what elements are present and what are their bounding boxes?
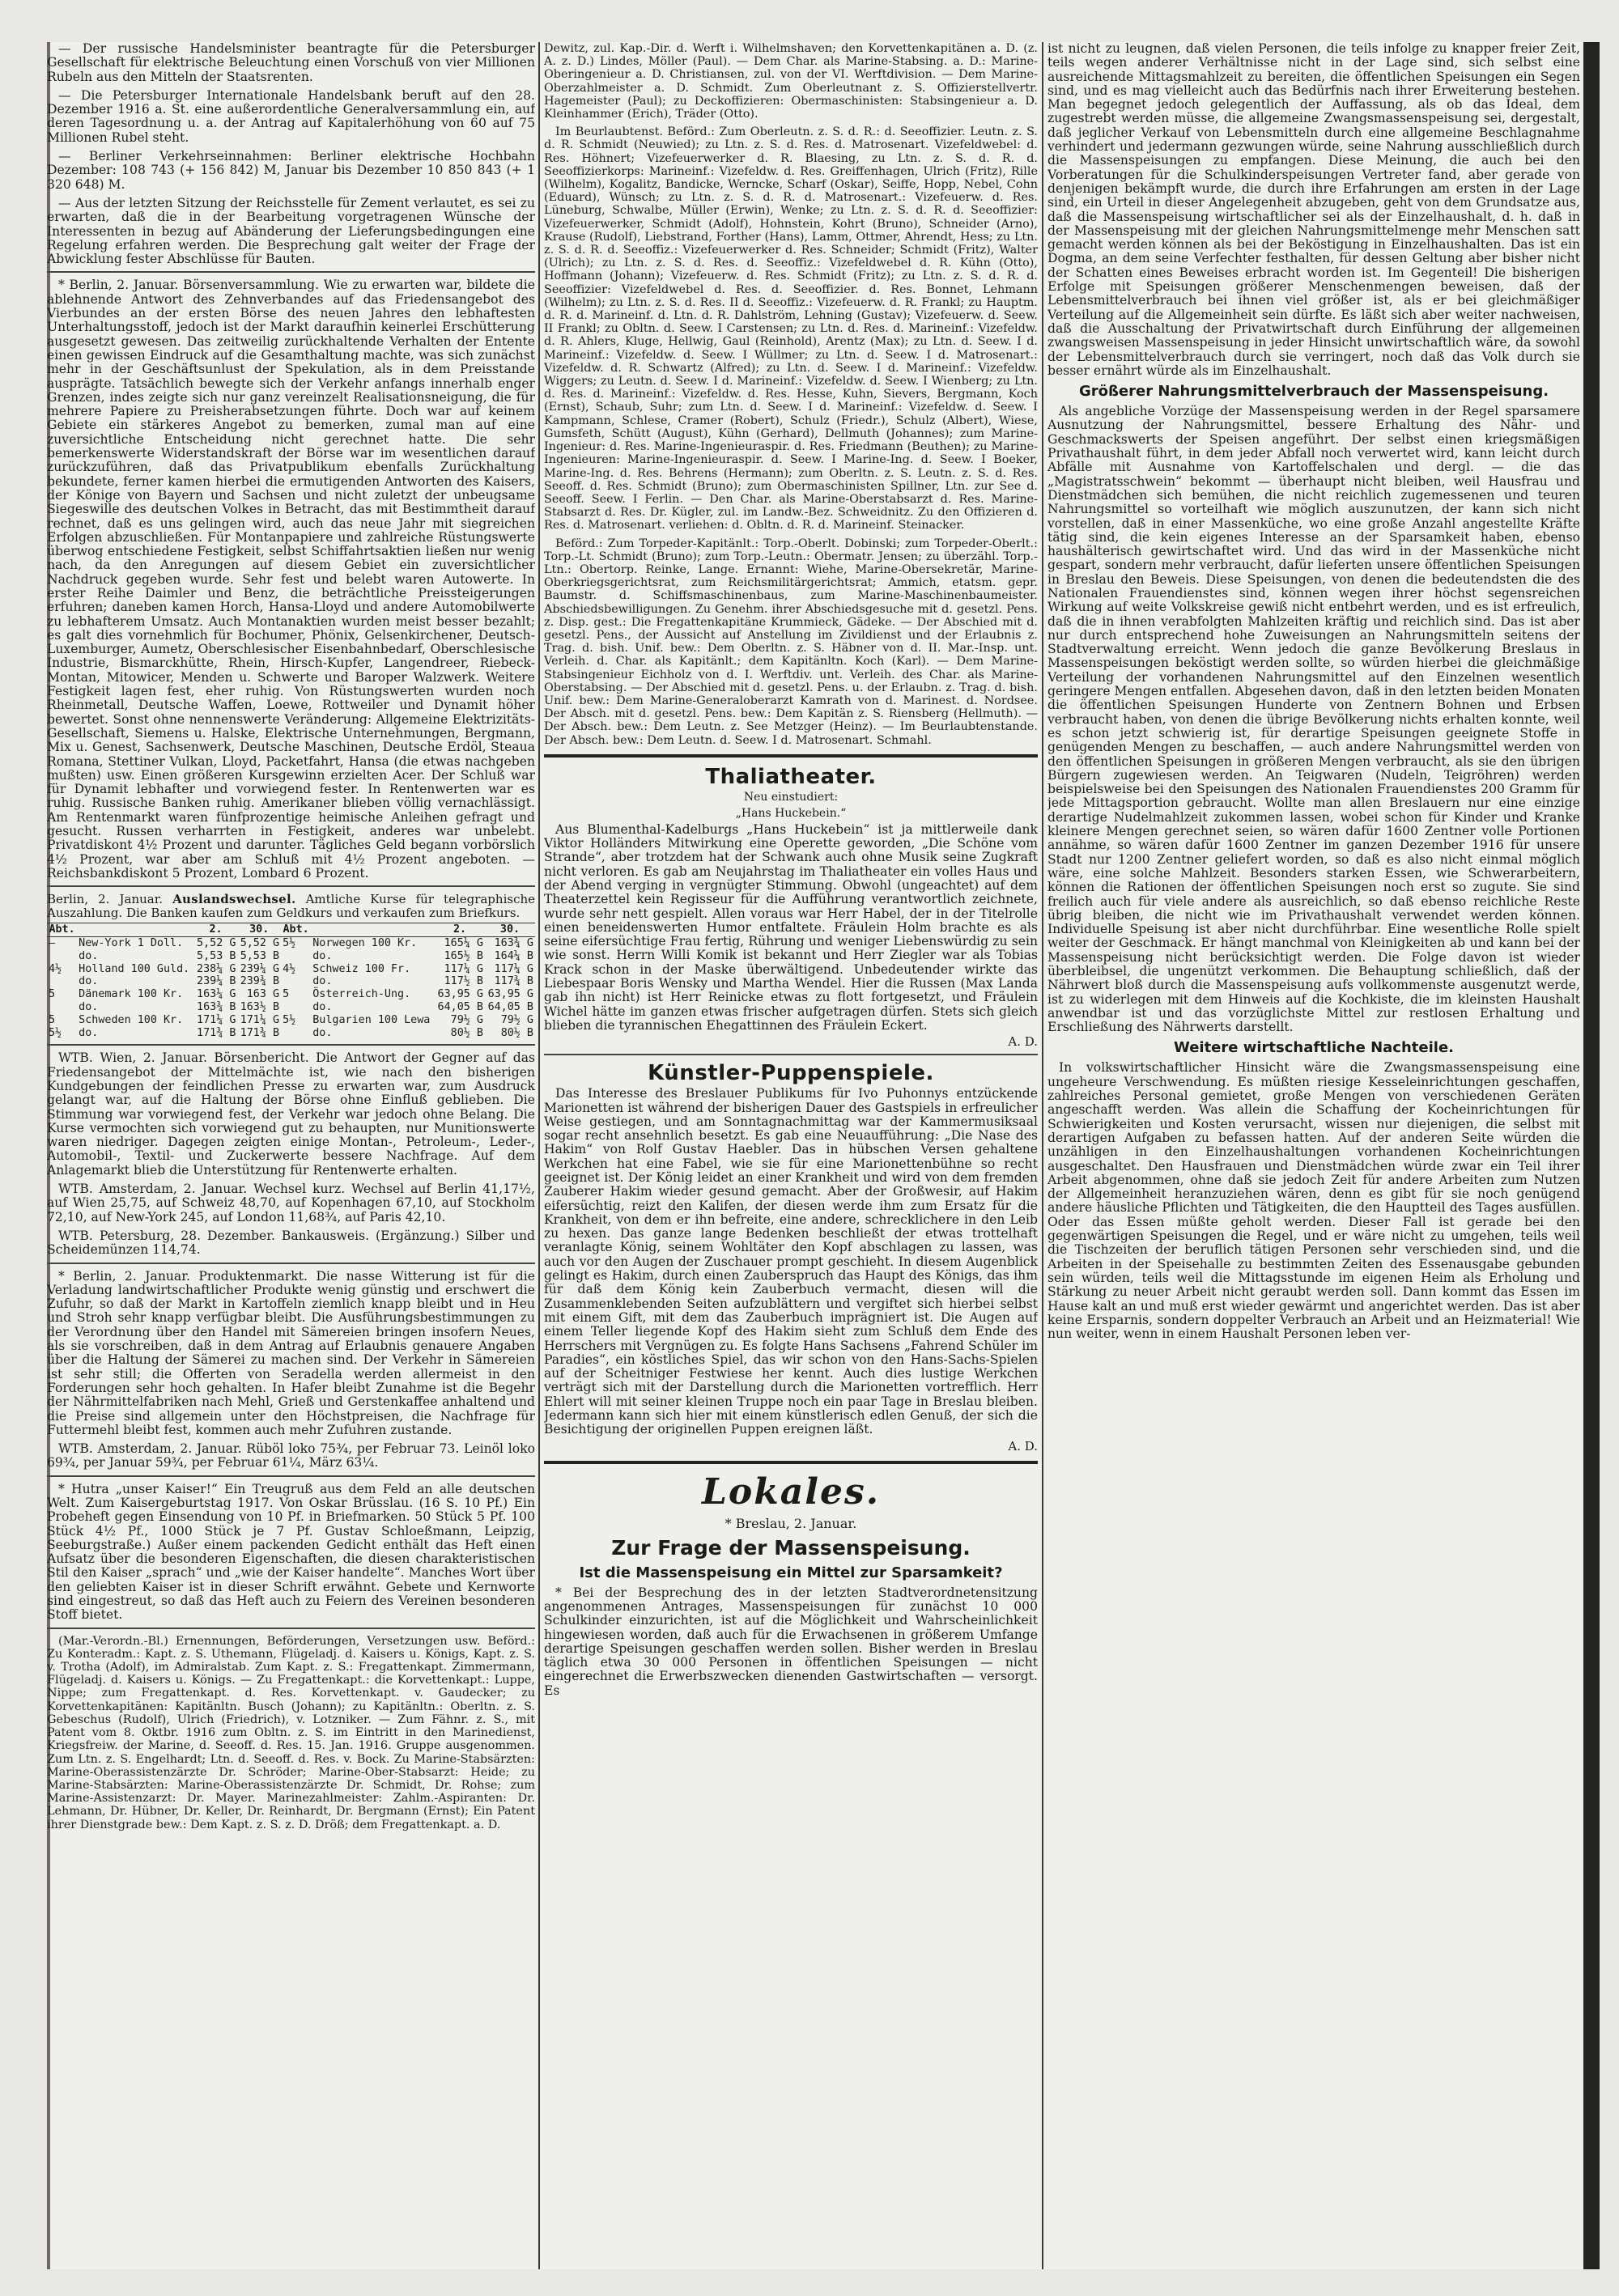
column-rule	[538, 42, 540, 2269]
puppet-heading: Künstler-Puppenspiele.	[648, 1061, 934, 1086]
report-amsterdam-wechsel: WTB. Amsterdam, 2. Januar. Wechsel kurz. Wechsel auf Berlin 41,17½, auf Wien 25,75, auf Schweiz 48,70, auf Kopenhagen 67,10, auf Stockholm 72,10, auf New-York 245, auf London 11,68¾, auf Paris 42,10.	[47, 1182, 535, 1224]
fx-cell: 171¾ B	[197, 1026, 236, 1039]
dateline: * Breslau, 2. Januar.	[725, 1515, 857, 1531]
separator	[47, 885, 535, 887]
article-headline: Zur Frage der Massenspeisung.	[611, 1535, 971, 1560]
fx-cell: 171¼ G	[240, 1013, 280, 1026]
report-petersburg: WTB. Petersburg, 28. Dezember. Bankausweis. (Ergänzung.) Silber und Scheidemünzen 114,74.	[47, 1228, 535, 1258]
fx-table-row	[47, 1027, 535, 1040]
separator	[47, 1263, 535, 1264]
fx-cell: do.	[79, 1001, 99, 1013]
fx-cell: do.	[79, 975, 99, 988]
fx-cell	[281, 950, 311, 963]
newspaper-page	[47, 42, 1600, 2269]
fx-cell: do.	[79, 949, 99, 962]
fx-cell: 5	[49, 1013, 56, 1026]
fx-head-cell: 30.	[237, 923, 281, 937]
fx-cell	[47, 975, 77, 988]
marine-verordnung: (Mar.-Verordn.-Bl.) Ernennungen, Beförderungen, Versetzungen usw. Beförd.: Zu Konteradm.: Kapt. z. S. Uthemann, Flügeladj. d. Kaisers u. Königs, Kapt. z. S. v. Trotha (Adolf), im Admiralstab. Zum Kapt. z. S.: Fregattenkapt. Zimmermann, Flügeladj. d. Kaisers u. Königs. — Zu Fregattenkapt.: die Korvettenkapt.: Luppe, Nippe; zum Fregattenkapt. d. Res. Korvettenkapt. v. Gaudecker; zu Korvettenkapitänen: Kapitänltn. Busch (Johann); zu Kapitänltn.: Oberltn. z. S. Gebeschus (Rudolf), Ulrich (Friedrich), v. Lotzniker. — Zum Fähnr. z. S., mit Patent vom 8. Oktbr. 1916 zum Obltn. z. S. im Eintritt in den Marinedienst, Kriegsfreiw. der Marine, d. Seeoff. d. Res. 15. Jan. 1916. Gruppe ausgenommen. Zum Ltn. z. S. Engelhardt; Ltn. d. Seeoff. d. Res. v. Bock. Zu Marine-Stabsärzten: Marine-Oberassistenzärzte Dr. Schröder; Marine-Ober-Stabsarzt: Heide; zu Marine-Stabsärzten: Marine-Oberassistenzärzte Dr. Schmidt, Dr. Rohse; zum Marine-Assistenzarzt: Dr. Mayer. Marinezahlmeister: Zahlm.-Aspiranten: Dr. Lehmann, Dr. Hübner, Dr. Keller, Dr. Reinhardt, Dr. Bergmann (Ernst); Ein Patent ihrer Dienstgrade bew.: Dem Kapt. z. S. z. D. Dröß; dem Fregattenkapt. a. D.	[47, 1634, 535, 1831]
section-heading-lokales: Lokales.	[701, 1471, 881, 1513]
article-body-start: * Bei der Besprechung des in der letzten Stadtverordnetensitzung angenommenen Antrages, Massenspeisungen für zunächst 10 000 Schulkinder einzurichten, ist auf die Möglichkeit und Wahrscheinlichkeit hingewiesen worden, daß auch für die Erwachsenen in größerem Umfange derartige Speisungen geschaffen werden sollen. Bisher werden in Breslau täglich etwa 30 000 Personen in öffentlichen Speisungen — nicht eingerechnet die Erwerbszwecken dienenden Gastwirtschaften — versorgt. Es	[544, 1585, 1038, 1698]
fx-cell: 165½ B	[444, 949, 483, 962]
fx-cell	[47, 1001, 77, 1014]
report-amsterdam-oel: WTB. Amsterdam, 2. Januar. Rüböl loko 75¾, per Februar 73. Leinöl loko 69¾, per Januar 59¾, per Februar 61¼, März 63¼.	[47, 1441, 535, 1471]
column-3	[1047, 42, 1580, 2269]
fx-cell: 64,05 B	[487, 1001, 533, 1013]
fx-cell: 239¼ G	[240, 962, 280, 975]
fx-table-header	[47, 923, 535, 937]
fx-cell: 5,52 G	[197, 937, 236, 950]
fx-cell: 117¼ G	[444, 962, 483, 975]
fx-cell: 79½ G	[500, 1013, 533, 1026]
separator	[47, 1628, 535, 1629]
fx-cell: 64,05 B	[437, 1001, 483, 1013]
fx-cell: 117¼ G	[494, 962, 533, 975]
fx-cell: 117¾ B	[494, 975, 533, 988]
report-boersenversammlung: * Berlin, 2. Januar. Börsenversammlung. Wie zu erwarten war, bildete die ablehnende Antwort des Zehnverbandes auf das Friedensangebot des Vierbundes an der ersten Börse des neuen Jahres den lebhaftesten Unterhaltungsstoff, jedoch ist der Markt daraufhin keinerlei Erschütterung ausgesetzt gewesen. Das zeitweilig zurückhaltende Verhalten der Entente einen gewissen Eindruck auf die Gesamthaltung machte, was sich zunächst mehr in der Geschäftsunlust der Spekulation, als in dem Preisstande ausprägte. Tatsächlich bewegte sich der Verkehr anfangs innerhalb enger Grenzen, indes zeigte sich nur ganz vereinzelt Realisationsneigung, die für mehrere Papiere zu Preisherabsetzungen führte. Doch war auf keinem Gebiete ein stärkeres Angebot zu bemerken, zumal man auf eine zuversichtliche Entscheidung nicht gerechnet hatte. Die sehr bemerkenswerte Widerstandskraft der Börse war im wesentlichen darauf zurückzuführen, daß das Privatpublikum ebenfalls Zurückhaltung bekundete, ferner kamen hierbei die ermutigenden Antworten des Kaisers, der Könige von Bayern und Sachsen und nicht zuletzt der unbeugsame Siegeswille des deutschen Volkes in Betracht, das mit Bestimmtheit darauf rechnet, daß es uns gelingen wird, auch das neue Jahr mit siegreichen Erfolgen abzuschließen. Für Montanpapiere und zahlreiche Rüstungswerte überwog entschiedene Festigkeit, selbst Schiffahrtsaktien ließen nur wenig nach, da den Anregungen auf diesem Gebiet ein zuversichtlicher Nachdruck gegeben wurde. Sehr fest und belebt waren Autowerte. In erster Reihe Daimler und Benz, die beträchtliche Preissteigerungen erfuhren; daneben kamen Horch, Hansa-Lloyd und andere Automobilwerte zu lebhafterem Umsatz. Auch Montanaktien wurden meist besser bezahlt; es galt dies vornehmlich für Bochumer, Phönix, Gelsenkirchener, Deutsch-Luxemburger, Aumetz, Oberschlesischer Eisenbahnbedarf, Oberschlesische Industrie, Bismarckhütte, Rhein, Hirsch-Kupfer, Langendreer, Riebeck-Montan, Mitowicer, Menden u. Schwerte und Baroper Walzwerk. Weitere Festigkeit lagen fest, eher ruhig. Von Rüstungswerten wurden noch Rheinmetall, Deutsche Waffen, Loewe, Rottweiler und Dynamit höher bewertet. Sonst ohne nennenswerte Veränderung: Allgemeine Elektrizitäts-Gesellschaft, Siemens u. Halske, Elektrische Unternehmungen, Bergmann, Mix u. Genest, Sachsenwerk, Deutsche Maschinen, Deutsche Erdöl, Steaua Romana, Stettiner Vulkan, Lloyd, Packetfahrt, Hansa (die etwas nachgeben mußten) usw. Einen größeren Kursgewinn erzielten Acer. Der Schluß war für Dynamit lebhafter und vorwiegend fester. In Rentenwerten war es ruhig. Russische Banken ruhig. Amerikaner blieben völlig vernachlässigt. Am Rentenmarkt waren fünfprozentige heimische Anleihen gefragt und gesucht. Russen verharrten in Festigkeit, anderes war unbelebt. Privatdiskont 4½ Prozent und darunter. Tägliches Geld begann vorbörslich 4½ Prozent, war aber am Schluß mit 4½ Prozent angeboten. — Reichsbankdiskont 5 Prozent, Lombard 6 Prozent.	[47, 278, 535, 881]
fx-cell: 165¼ G	[444, 937, 483, 950]
fx-cell: Österreich-Ung.	[312, 988, 411, 1001]
fx-cell	[47, 950, 77, 963]
report-produktenmarkt: * Berlin, 2. Januar. Produktenmarkt. Die nasse Witterung ist für die Verladung landwirtschaftlicher Produkte wenig günstig und erschwert die Zufuhr, so daß der Markt in Kartoffeln ziemlich knapp bleibt und in Heu und Stroh sehr knapp verfügbar bleibt. Die Ausführungsbestimmungen zu der Verordnung über den Handel mit Sämereien bringen insofern Neues, als sie vorschreiben, daß in dem Antrag auf Erlaubnis genauere Angaben über die Haltung der Sämerei zu machen sind. Der Verkehr in Sämereien ist sehr still; die Offerten von Seradella werden allermeist in den Forderungen sehr hoch gehalten. In Hafer bleibt Zunahme ist die Begehr der Nährmittelfabriken nach Mehl, Grieß und Gerstenkaffee anhaltend und die Preise sind allgemein unter den Höchstpreisen, die Nachfrage für Futtermehl bleibt fest, kommen auch mehr Zufuhren zustande.	[47, 1268, 535, 1437]
fx-cell: 163¾ G	[494, 937, 533, 950]
fx-head-cell: Abt.	[281, 923, 311, 937]
fx-head-cell	[311, 923, 435, 937]
fx-cell: 63,95 G	[487, 988, 533, 1001]
fx-cell: 5,53 B	[197, 949, 236, 962]
theater-review: Aus Blumenthal-Kadelburgs „Hans Huckebein“ ist ja mittlerweile dank Viktor Holländers Mitwirkung eine Operette geworden, „Die Schöne vom Strande“, aber trotzdem hat der Schwank auch ohne Musik seine Zugkraft nicht verloren. Es gab am Neujahrstag im Thaliatheater ein volles Haus und der Abend verging in vergnügter Stimmung. Obwohl (ungeachtet) auf dem Theaterzettel kein Regisseur für die Aufführung verantwortlich zeichnete, wurde sehr nett gespielt. Allen voraus war Herr Habel, der in der Titelrolle einen beneidenswerten Humor entfaltete. Fräulein Holm brachte es als seine eifersüchtige Frau fertig, Rührung und weniger Liebenswürdig zu sein wie sonst. Herrn Willi Komik ist bekannt und Herr Ziegler war als Tobias Krack schon in der Maske überwältigend. Unbedeutender wirkte das Liebespaar Boris Wensky und Martha Wendel. Hier die Russen (Max Landa gab ihn nicht) ist Herr Reinicke etwas zu flott fortgesetzt, und Fräulein Wichel hätte im ganzen etwas frischer aufgetragen dürfen. Stets sich gleich blieben die tyrannischen Ehegattinnen des Fräulein Eckert.	[544, 821, 1038, 1033]
fx-cell	[281, 975, 311, 988]
fx-cell: 239¼ B	[197, 975, 236, 988]
separator	[47, 271, 535, 273]
article-subheadline: Ist die Massenspeisung ein Mittel zur Sparsamkeit?	[579, 1564, 1003, 1581]
fx-cell: 117½ B	[444, 975, 483, 988]
separator	[47, 1044, 535, 1046]
news-zement: — Aus der letzten Sitzung der Reichsstelle für Zement verlautet, es sei zu erwarten, daß die in der Bearbeitung vorgetragenen Wünsche der Interessenten in bezug auf Abänderung der Lieferungsbedingungen eine Regelung erfahren werden. Die Besprechung galt weiter der Frage der Abwicklung fester Abschlüsse für Bauten.	[47, 195, 535, 267]
fx-cell: New-York 1 Doll.	[79, 937, 184, 950]
fx-cell: 5	[49, 988, 56, 1001]
fx-cell	[281, 1027, 311, 1040]
fx-cell: do.	[312, 1001, 333, 1013]
puppet-signature: A. D.	[1008, 1438, 1038, 1454]
fx-cell: 171¼ G	[197, 1013, 236, 1026]
fx-table-row	[47, 950, 535, 963]
fx-cell: 171¾ B	[240, 1026, 280, 1039]
fx-cell: 5½	[49, 1026, 62, 1039]
fx-cell: 5½	[283, 1013, 296, 1026]
fx-cell: 80½ B	[450, 1026, 483, 1039]
fx-table-body	[47, 937, 535, 1040]
fx-head-cell	[77, 923, 194, 937]
news-verkehrseinnahmen: — Berliner Verkehrseinnahmen: Berliner elektrische Hochbahn Dezember: 108 743 (+ 156 842) M, Januar bis Dezember 10 850 843 (+ 1 320 648) M.	[47, 149, 535, 192]
fx-title	[47, 893, 535, 920]
page-right-edge	[1583, 42, 1600, 2269]
fx-cell: do.	[312, 975, 333, 988]
fx-cell: 5,52 G	[240, 937, 280, 950]
column-2	[544, 42, 1038, 2269]
fx-cell: 238¼ G	[197, 962, 236, 975]
fx-cell: 5,53 B	[240, 949, 280, 962]
fx-cell: 4½	[49, 962, 62, 975]
fx-cell: Holland 100 Guld.	[79, 962, 190, 975]
fx-head-cell: 2.	[435, 923, 485, 937]
theater-play-title: „Hans Huckebein.“	[735, 806, 847, 820]
fx-title-place: Berlin, 2. Januar.	[47, 892, 164, 907]
fx-cell: 163 G	[246, 988, 280, 1001]
column-rule	[1042, 42, 1043, 2269]
fx-cell: 79½ G	[450, 1013, 483, 1026]
theater-heading: Thaliatheater.	[705, 764, 877, 789]
fx-cell: Schweden 100 Kr.	[79, 1013, 184, 1026]
article-body-verbrauch: Als angebliche Vorzüge der Massenspeisung werden in der Regel sparsamere Ausnutzung der Nahrungsmittel, bessere Erhaltung des Nähr- und Geschmackswerts der Speisen angeführt. Der selbst einen kriegsmäßigen Privathaushalt führt, in dem jeder Abfall noch verwertet wird, kann leicht durch Abfälle mit Ausnahme von Kartoffelschalen und dergl. — die das „Magistratsschwein“ bekommt — überhaupt nicht bleiben, weil Hausfrau und Dienstmädchen sich bemühen, die nicht reichlich zugemessenen und teuren Nahrungsmittel so vorteilhaft wie möglich auszunutzen, der kann sich nicht vorstellen, daß in einer Massenküche, wo eine große Anzahl angestellte Kräfte tätig sind, die kein eigenes Interesse an der Sparsamkeit haben, ebenso haushälterisch gewirtschaftet wird. Und das wird in der Massenküche nicht gespart, sondern mehr verbraucht, dafür lieferten unsere öffentlichen Speisungen in Breslau den Beweis. Diese Speisungen, von denen die bedeutendsten die des Nationalen Frauendienstes sind, können wegen ihrer höchst segensreichen Wirkung auf weite Volkskreise gewiß nicht entbehrt werden, und es ist erfreulich, daß die in ihnen verabfolgten Mahlzeiten kräftig und reichlich sind. Das ist aber nur durch entsprechend hohe Zuweisungen an Nahrungsmitteln seitens der Stadtverwaltung erreicht. Wenn jedoch die ganze Bevölkerung Breslaus in Massenspeisungen beköstigt werden sollte, so würden hierbei die gleichmäßige Verteilung der vorhandenen Nahrungsmittel auf den Einzelnen wesentlich geringere Mengen entfallen. Abgesehen davon, daß in den letzten beiden Monaten die öffentlichen Speisungen Hunderte von Zentnern Bohnen und Erbsen verbraucht haben, von denen die übrige Bevölkerung nichts erhalten konnte, weil es schon jetzt schwierig ist, für derartige Speisungen geeignete Stoffe in genügenden Mengen zu beschaffen, — auch andere Nahrungsmittel werden von den öffentlichen Speisungen in größeren Mengen verbraucht, als sie den übrigen Bürgern zugewiesen werden. An Teigwaren (Nudeln, Teigröhren) werden beispielsweise bei den Speisungen des Nationalen Frauendienstes 200 Gramm für jede Mittagsportion gebraucht. Wollte man allen Breslauern nur eine einzige derartige Nudelmahlzeit zukommen lassen, wobei schon für Kinder und Kranke kleinere Mengen gerechnet seien, so wären dafür 1600 Zentner volle Portionen annähme, so wären dafür 1600 Zentner im ganzen Dezember 1916 für unsere Stadt nur 1200 Zentner geliefert worden, so daß es also nicht einmal möglich wäre, eine solche Mahlzeit. Besonders starken Essen, wie Schwerarbeitern, können die Rationen der öffentlichen Speisungen noch erst so zugute. Sie sind freilich auch für viele andere als ausreichlich, so daß ebenso reichliche Reste übrig bleiben, die nicht wie im Privathaushalt verwendet werden können. Individuelle Speisung ist aber nicht durchführbar. Eine wesentliche Rolle spielt weiter der Geschmack. Er hängt manchmal von Kleinigkeiten ab und kann bei der Massenspeisung nicht berücksichtigt werden. Die Folge davon ist wieder überbleibsel, die ungenützt verkommen. Die Behauptung schließlich, daß der Nährwert bloß durch die Massenspeisung aufs vollkommenste ausgenutzt werde, ist zu widerlegen mit dem Hinweis auf die Kochkiste, die im kleinsten Haushalt anwendbar ist und das vorzüglichste Mittel zur restlosen Erhaltung und Erschließung des Nährwerts darstellt.	[1047, 404, 1580, 1035]
fx-table-row	[47, 975, 535, 988]
marine-torpeder: Beförd.: Zum Torpeder-Kapitänlt.: Torp.-Oberlt. Dobinski; zum Torpeder-Oberlt.: Torp.-Lt. Schmidt (Bruno); zum Torp.-Leutn.: Obermatr. Jensen; zu überzähl. Torp.-Ltn.: Obertorp. Reinke, Lange. Ernannt: Wiehe, Marine-Obersekretär, Marine-Oberkriegsgerichtsrat, zum Reichsmilitärgerichtsrat; Ammich, etatsm. gepr. Baumstr. d. Schiffsmaschinenbaus, zum Marine-Maschinenbaumeister. Abschiedsbewilligungen. Zu Genehm. ihrer Abschiedsgesuche mit d. gesetzl. Pens. z. Disp. gest.: Die Fregattenkapitäne Krummieck, Gädeke. — Der Abschied mit d. gesetzl. Pens., der Aussicht auf Anstellung im Zivildienst und der Erlaubnis z. Trag. d. bish. Unif. bew.: Dem Oberltn. z. S. Häbner von d. II. Mar.-Insp. unt. Verleih. d. Char. als Kapitänlt.; dem Kapitänltn. Koch (Karl). — Dem Marine-Stabsingenieur Eichholz von d. I. Werftdiv. unt. Verleih. des Char. als Marine-Oberstabsing. — Der Abschied mit d. gesetzl. Pens. u. der Erlaubn. z. Trag. d. bish. Unif. bew.: Dem Marine-Generaloberarzt Kamrath von d. Marinest. d. Nordsee. Der Absch. mit d. gesetzl. Pens. bew.: Dem Kapitän z. S. Riensberg (Hellmuth). — Der Absch. bew.: Dem Leutn. z. See Metzger (Heinz). — Im Beurlaubtenstande. Der Absch. bew.: Dem Leutn. d. Seew. I d. Matrosenart. Schmahl.	[544, 537, 1038, 747]
fx-cell: do.	[312, 949, 333, 962]
fx-cell: 4½	[283, 962, 296, 975]
fx-table-row	[47, 1014, 535, 1027]
fx-table-row	[47, 937, 535, 950]
news-handelsbank: — Die Petersburger Internationale Handelsbank beruft auf den 28. Dezember 1916 a. St. eine außerordentliche Generalversammlung ein, auf deren Tagesordnung u. a. der Antrag auf Kapitalerhöhung von 60 auf 75 Millionen Rubel steht.	[47, 87, 535, 145]
fx-cell: Dänemark 100 Kr.	[79, 988, 184, 1001]
marine-continued: Dewitz, zul. Kap.-Dir. d. Werft i. Wilhelmshaven; den Korvettenkapitänen a. D. (z. A. z. D.) Lindes, Möller (Paul). — Dem Char. als Marine-Stabsing. a. D.: Marine-Oberingenieur a. D. Christiansen, zul. von der VI. Werftdivision. — Dem Marine-Oberzahlmeister a. D. Schmidt. Zum Oberleutnant z. S. Offizierstellvertr. Hagemeister (Paul); zu Deckoffizieren: Obermaschinisten: Stabsingenieur a. D. Kleinhammer (Erich), Träder (Otto).	[544, 42, 1038, 121]
marine-beurlaubtenstand: Im Beurlaubtenst. Beförd.: Zum Oberleutn. z. S. d. R.: d. Seeoffizier. Leutn. z. S. d. R. Schmidt (Neuwied); zu Ltn. z. S. d. Res. d. Matrosenart. Vizefeldwebel: d. Res. Höhnert; Vizefeuerwerker d. R. Blaesing, zu Ltn. z. S. d. R. d. Seeoffizierkorps: Marineinf.: Vizefeldw. d. Res. Greiffenhagen, Ulrich (Fritz), Rille (Wilhelm), Kogalitz, Bandicke, Werncke, Scharf (Oskar), Seiffe, Hopp, Nebel, Cohn (Eduard), Wünsch; zu Ltn. z. S. d. R. d. Matrosenart.: Vizefeuerw. d. Res. Lüneburg, Schwalbe, Müller (Erwin), Wenke; zu Ltn. z. S. d. R. d. Seeoffizier: Vizefeuerwerker, Schmidt (Adolf), Hohnstein, Kohrt (Bruno), Schneider (Arno), Krause (Rudolf), Liebstrand, Forther (Hans), Lamm, Ottmer, Ahrendt, Hess; zu Ltn. z. S. d. R. d. Seeoffiz.: Vizefeuerwerker d. Res. Schneider; Schmidt (Fritz), Walter (Ulrich); zu Ltn. z. S. d. Res. d. Seeoffiz.: Vizefeldwebel d. R. Kühn (Otto), Hoffmann (Johann); Vizefeuerw. d. Res. Schmidt (Fritz); zu Ltn. z. S. d. R. d. Seeoffizier: Vizefeldwebel d. Res. d. Seeoffizier. d. Res. Bonnet, Lehmann (Wilhelm); zu Ltn. z. S. d. Res. II d. Seeoffiz.: Vizefeuerw. d. R. Frankl; zu Hauptm. d. R. d. Marineinf. d. Ltn. d. R. Dahlström, Lehning (Gustav); Vizefeuerw. d. Seew. II Frankl; zu Obltn. d. Seew. I Carstensen; zu Ltn. d. Res. d. Marineinf.: Vizefeldw. d. R. Ahlers, Kluge, Hellwig, Gaul (Reinhold), Arentz (Max); zu Ltn. d. Seew. I d. Marineinf.: Vizefeldw. d. Seew. I Wüllmer; zu Ltn. d. Seew. I d. Matrosenart.: Vizefeldw. d. R. Schwartz (Alfred); zu Ltn. d. Seew. I d. Marineinf.: Vizefeldw. Wiggers; zu Leutn. d. Seew. I d. Marineinf.: Vizefeldw. d. Seew. I Wienberg; zu Ltn. d. Res. d. Marineinf.: Vizefeldw. d. Res. Hesse, Kuhn, Sievers, Bergmann, Koch (Ernst), Schaub, Suhr; zum Ltn. d. Seew. I d. Marineinf.: Vizefeldw. d. Seew. I Kampmann, Schlese, Cramer (Robert), Schulz (Friedr.), Schulz (Albert), Wiese, Gumsfeth, Schütt (August), Kühn (Gerhard), Dellmuth (Johannes); zum Marine-Ingenieur: d. Res. Marine-Ingenieuraspir. d. Res. Friedmann (Beuthen); zu Marine-Ingenieuren: Marine-Ingenieuraspir. d. Seew. I Marine-Ing. d. Seew. I Boeker, Marine-Ing. d. Res. Behrens (Hermann); zum Oberltn. z. S. Leutn. z. S. d. Res. Seeoff. d. Res. Schmidt (Bruno); zum Obermaschinisten Spillner, Ltn. zur See d. Seeoff. Seew. I Ferlin. — Den Char. als Marine-Oberstabsarzt d. Res. Marine-Stabsarzt d. Res. Dr. Kügler, zul. im Landw.-Bez. Schweidnitz. Zu den Offizieren d. Res. d. Matrosenart. verliehen: d. Obltn. d. R. d. Marineinf. Steinacker.	[544, 125, 1038, 533]
fx-head-cell: 30.	[485, 923, 535, 937]
news-handelsminister: — Der russische Handelsminister beantragte für die Petersburger Gesellschaft für elektrische Beleuchtung einen Vorschuß von vier Millionen Rubeln aus den Mitteln der Staatsrenten.	[47, 42, 535, 84]
fx-table-row	[47, 988, 535, 1001]
fx-cell: 163¾ B	[197, 1001, 236, 1013]
fx-cell: Norwegen 100 Kr.	[312, 937, 418, 950]
fx-table-row	[47, 963, 535, 976]
report-wien: WTB. Wien, 2. Januar. Börsenbericht. Die Antwort der Gegner auf das Friedensangebot der Mittelmächte ist, wie nach den bisherigen Kundgebungen der feindlichen Presse zu erwarten war, zum Ausdruck gelangt war, auf die Haltung der Börse ohne Einfluß geblieben. Die Stimmung war vorwiegend fest, der Verkehr war jedoch ohne Belang. Die Kurse vermochten sich vorwiegend gut zu behaupten, nur Munitionswerte waren niedriger. Dagegen zeigten einige Montan-, Petroleum-, Leder-, Automobil-, Textil- und Zuckerwerte bessere Nachfrage. Auf dem Anlagemarkt blieb die Unterstützung für Rentenwerte erhalten.	[47, 1050, 535, 1178]
article-body-continued: ist nicht zu leugnen, daß vielen Personen, die teils infolge zu knapper freier Zeit, teils wegen anderer Verhältnisse nicht in der Lage sind, sich selbst eine ausreichende Mittagsmahlzeit zu bereiten, die öffentlichen Speisungen ein Segen sind, und es mag vielleicht auch das Bedürfnis nach ihrer Erweiterung bestehen. Man begegnet jedoch gelegentlich der Auffassung, als ob das Ideal, dem zugestrebt werden müsse, die allgemeine Zwangsmassenspeisung sei, dergestalt, daß jeglicher Verkauf von Lebensmitteln durch eine allgemeine Beschlagnahme verhindert und jedermann gezwungen würde, seine Nahrung ausschließlich durch die Massenspeisungen zu empfangen. Diese Meinung, die auch bei den Vorberatungen für die Schulkinderspeisungen Vertreter fand, aber gerade von denjenigen bekämpft wurde, die durch ihre Erfahrungen am ersten in der Lage sind, ein Urteil in dieser Angelegenheit abzugeben, geht von dem Grundsatze aus, daß die Massenspeisung wirtschaftlicher sei als der Einzelhaushalt, d. h. daß in der Massenspeisung mit der gleichen Nahrungsmittelmenge mehr Menschen satt gemacht werden können als bei der Beköstigung in Einzelhaushalten. Das ist ein Dogma, an dem seine Verfechter festhalten, für dessen Geltung aber bisher nicht der Schatten eines Beweises erbracht worden ist. Im Gegenteil! Die bisherigen Erfolge mit Speisungen größerer Menschenmengen beweisen, daß der Lebensmittelverbrauch bei ihnen viel größer ist, als er bei gleichmäßiger Verteilung auf die Allgemeinheit sein dürfte. Es läßt sich aber weiter nachweisen, daß die Ausschaltung der Privatwirtschaft durch Einführung der allgemeinen zwangsweisen Massenspeisung in jeder Hinsicht unwirtschaftlich wäre, da sowohl der Lebensmittelverbrauch durch sie verringert, noch daß das Volk durch sie besser ernährt würde als im Einzelhaushalt.	[1047, 42, 1580, 378]
fx-cell: 163¼ G	[197, 988, 236, 1001]
fx-cell: 5	[283, 988, 290, 1001]
article-body-nachteile: In volkswirtschaftlicher Hinsicht wäre die Zwangsmassenspeisung eine ungeheure Verschwendung. Es müßten riesige Kesseleinrichtungen geschaffen, zahlreiches Personal gemietet, große Mengen von verschiedenen Geräten angeschafft werden. Was allein die Schaffung der Kocheinrichtungen für Schwierigkeiten und Kosten verursacht, wissen nur diejenigen, die selbst mit derartigen Aufgaben zu befassen hatten. Auf der anderen Seite würden die unzähligen in den Einzelhaushaltungen vorhandenen Kocheinrichtungen ausgeschaltet. Den Hausfrauen und Dienstmädchen würde zwar ein Teil ihrer Arbeit abgenommen, ohne daß sie jedoch Zeit für andere Arbeiten zum Nutzen der Allgemeinheit heranzuziehen wären, denn es gibt für sie noch genügend andere häusliche Pflichten und Tätigkeiten, die den Hauptteil des Tages ausfüllen. Oder das Essen müßte geholt werden. Dieser Fall ist gerade bei den gegenwärtigen Speisungen die Regel, und er wäre nicht zu umgehen, teils weil die Tischzeiten der beruflich tätigen Personen sehr verschieden sind, und die Arbeiten in der Speisehalle zu bestimmten Zeiten des Essenausgabe gebunden sein würden, teils weil die Mittagsstunde im eigenen Heim als Erholung und Stärkung zu neuer Arbeit nicht geraubt werden soll. Dann kommt das Essen im Hause kalt an und muß erst wieder gewärmt und angerichtet werden. Das ist aber keine Ersparnis, sondern doppelter Verbrauch an Arbeit und an Heizmaterial! Wie nun weiter, wenn in einem Haushalt Personen leben ver-	[1047, 1060, 1580, 1342]
fx-title-note: Amtliche Kurse für telegraphische Auszahlung. Die Banken kaufen zum Geldkurs und verkaufen zum Briefkurs.	[47, 892, 535, 921]
fx-cell: —	[49, 937, 56, 950]
fx-cell: 163½ B	[240, 1001, 280, 1013]
column-1	[47, 42, 535, 2269]
fx-cell: 239¾ B	[240, 975, 280, 988]
fx-title-heading: Auslandswechsel.	[172, 892, 296, 907]
separator	[47, 1475, 535, 1477]
separator	[544, 1054, 1038, 1055]
fx-table-row	[47, 1001, 535, 1014]
article-section-heading: Weitere wirtschaftliche Nachteile.	[1173, 1039, 1454, 1057]
article-section-heading: Größerer Nahrungsmittelverbrauch der Massenspeisung.	[1078, 383, 1549, 401]
fx-cell: Schweiz 100 Fr.	[312, 962, 411, 975]
separator	[544, 1461, 1038, 1464]
fx-cell: 80½ B	[500, 1026, 533, 1039]
fx-cell: 63,95 G	[437, 988, 483, 1001]
fx-cell: do.	[79, 1026, 99, 1039]
theater-subheading: Neu einstudiert:	[743, 790, 839, 804]
fx-cell: Bulgarien 100 Lewa	[312, 1013, 431, 1026]
fx-cell: 5½	[283, 937, 296, 950]
fx-head-cell: 2.	[194, 923, 238, 937]
separator	[544, 754, 1038, 758]
theater-signature: A. D.	[1008, 1034, 1038, 1050]
review-hutra-kaiser: * Hutra „unser Kaiser!“ Ein Treugruß aus dem Feld an alle deutschen Welt. Zum Kaisergeburtstag 1917. Von Oskar Brüsslau. (16 S. 10 Pf.) Ein Probeheft gegen Einsendung von 10 Pf. in Briefmarken. 50 Stück 5 Pf. 100 Stück 4½ Pf., 1000 Stück je 7 Pf. Gustav Schloeßmann, Leipzig, Seeburgstraße.) Außer einem packenden Gedicht enthält das Heft einen Aufsatz über die besonderen Eigenschaften, die diesen charakteristischen Stil den Kaiser „sprach“ und „wie der Kaiser handelte“. Manches Wort über den geliebten Kaiser ist in dieser Schrift erwähnt. Gebete und Kernworte sind eingestreut, so daß das Heft auch zu Feiern des Vereinen besonderen Stoff bietet.	[47, 1481, 535, 1623]
fx-head-cell: Abt.	[47, 923, 77, 937]
fx-cell	[281, 1001, 311, 1014]
puppet-review: Das Interesse des Breslauer Publikums für Ivo Puhonnys entzückende Marionetten ist während der bisherigen Dauer des Gastspiels in erfreulicher Weise gestiegen, und am Sonntagnachmittag war der Kammermusiksaal sogar recht ansehnlich besetzt. Es gab eine Neuaufführung: „Die Nase des Hakim“ von Rolf Gustav Haebler. Das in hübschen Versen gehaltene Werkchen hat eine Fabel, wie sie für eine Marionettenbühne so recht geeignet ist. Der König leidet an einer Krankheit und wird von dem fremden Zauberer Hakim wieder gesund gemacht. Aber der Großwesir, auf Hakim eifersüchtig, reizt den Kalifen, der diesen werde ihm zum Ersatz für die Krankheit, von dem er ihn befreite, eine andere, schrecklichere in den Leib zu hexen. Das ganze lange Bedenken beschließt der etwas trottelhaft veranlagte König, seinem Wohltäter den Kopf abschlagen zu lassen, was auch vor den Augen der Zuschauer prompt geschieht. In diesem Augenblick gelingt es Hakim, durch einen Zauberspruch das Haupt des Königs, das ihm für daß dem König kein Zauberbuch vermacht, diesen will die Zusammenklebenden Seiten aufzublättern und vergiftet sich hierbei selbst mit einem Gift, mit dem das Zauberbuch imprägniert ist. Die Augen auf einem Teller liegende Kopf des Hakim sieht zum Schluß dem Ende des Herrschers mit Vergnügen zu. Es folgte Hans Sachsens „Fahrend Schüler im Paradies“, ein köstliches Spiel, das wir schon von den Hans-Sachs-Spielen auf der Scheitniger Festwiese her kennt. Auch dies lustige Werkchen verträgt sich mit der Darstellung durch die Marionetten vortrefflich. Herr Ehlert will mit seiner kleinen Truppe noch ein paar Tage in Breslau bleiben. Jedermann kann sich hier mit einem künstlerisch edlen Genuß, der sich die Besichtigung der originellen Puppen ereignen läßt.	[544, 1086, 1038, 1437]
fx-table	[47, 923, 535, 1039]
fx-cell: do.	[312, 1026, 333, 1039]
fx-cell: 164¼ B	[494, 949, 533, 962]
